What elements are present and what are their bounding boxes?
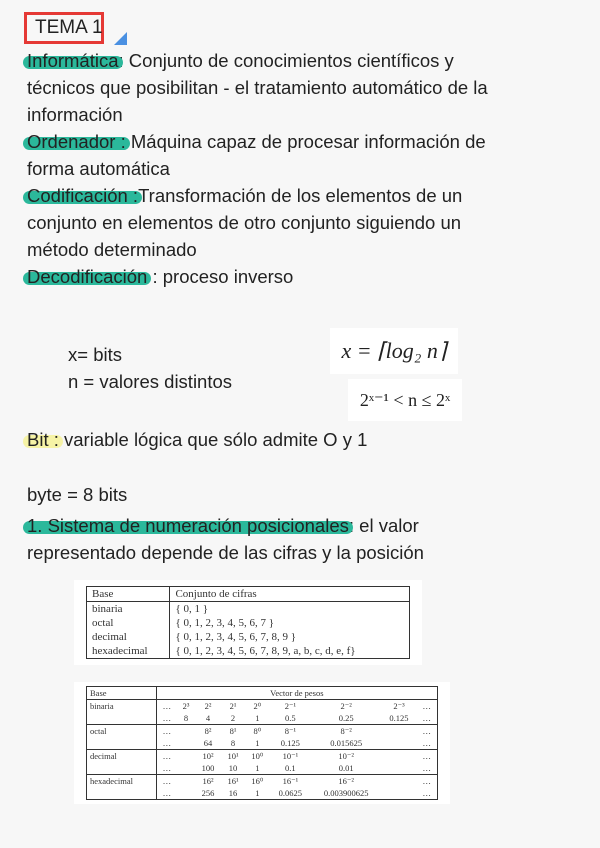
table-row [87, 700, 438, 713]
table-cell: … [422, 726, 431, 736]
table-cell: { 0, 1, 2, 3, 4, 5, 6, 7, 8, 9, a, b, c, d, e, f} [175, 645, 356, 657]
table-cell: … [422, 788, 431, 798]
table-cell [177, 737, 195, 750]
table-cell: 0.5 [270, 712, 311, 725]
table-cell: 8 [177, 712, 195, 725]
table-cell [177, 787, 195, 800]
section-heading: 1. Sistema de numeración posicionales: el valor [27, 512, 419, 539]
table-row [87, 712, 438, 725]
digits-table [86, 586, 410, 659]
table-cell: 8² [204, 726, 212, 736]
table-cell: … [162, 776, 172, 786]
table-cell: hexadecimal [87, 775, 157, 788]
table-cell: 0.003900625 [323, 788, 369, 798]
table-cell: 16⁻¹ [282, 776, 299, 786]
table-cell: 0.25 [311, 712, 382, 725]
table-cell: 2³ [182, 701, 190, 711]
table-cell: 16⁰ [251, 776, 264, 786]
var-n: n = valores distintos [68, 371, 233, 392]
table-cell: 8¹ [229, 726, 237, 736]
formula-inequality: 2ˣ⁻¹ < n ≤ 2ˣ [348, 379, 462, 421]
table-cell: 0.0625 [278, 788, 303, 798]
table-cell: 16¹ [227, 776, 239, 786]
table-cell: 1 [245, 712, 270, 725]
table-cell: { 0, 1 } [175, 603, 209, 615]
table-cell: 8 [221, 737, 245, 750]
table-cell [381, 725, 416, 738]
table-row [87, 737, 438, 750]
table-row [87, 775, 438, 788]
table-row [87, 644, 410, 659]
def-decodificacion: Decodificación : proceso inverso [27, 263, 293, 290]
table-cell [381, 787, 416, 800]
table-header: Conjunto de cifras [170, 587, 410, 602]
table-row [87, 750, 438, 763]
table-cell: … [162, 751, 172, 761]
table-cell: 1 [245, 762, 270, 775]
table-cell: binaria [87, 602, 170, 617]
table-cell: 10 [221, 762, 245, 775]
table-cell [177, 750, 195, 763]
table-cell: 0.01 [311, 762, 382, 775]
table-cell: 10⁻² [338, 751, 354, 761]
table-cell: 10¹ [227, 751, 239, 761]
table-cell: octal [87, 616, 170, 630]
table-cell: 1 [245, 737, 270, 750]
table-cell [87, 787, 157, 800]
table-cell: … [417, 762, 438, 775]
table-cell: { 0, 1, 2, 3, 4, 5, 6, 7 } [175, 617, 275, 629]
text-line: técnicos que posibilitan - el tratamiento automático de la [27, 77, 488, 98]
text-line: representado depende de las cifras y la posición [27, 542, 424, 563]
table-cell [87, 762, 157, 775]
def-informatica: Informática: Conjunto de conocimientos científicos y [27, 47, 454, 74]
table-cell [177, 762, 195, 775]
table-cell: decimal [87, 750, 157, 763]
table-row [87, 602, 410, 617]
table-header-row [87, 587, 410, 602]
table-cell: … [417, 737, 438, 750]
table-cell: 16 [228, 788, 238, 798]
table1-image [74, 580, 422, 665]
table-cell: … [422, 776, 431, 786]
table-cell: hexadecimal [87, 644, 170, 659]
table-cell: 2¹ [229, 701, 237, 711]
table-cell: 16² [202, 776, 214, 786]
table-cell: 4 [195, 712, 221, 725]
byte-line: byte = 8 bits [27, 484, 128, 505]
table-cell: binaria [87, 700, 157, 713]
table-cell: 0.015625 [311, 737, 382, 750]
table-cell: 0.125 [270, 737, 311, 750]
table2-image [74, 682, 450, 804]
table-cell [381, 737, 416, 750]
table-cell: 2⁰ [253, 701, 262, 711]
table-cell [177, 725, 195, 738]
def-codificacion: Codificación :Transformación de los elementos de un [27, 182, 462, 209]
table-cell [381, 762, 416, 775]
table-cell: 2 [221, 712, 245, 725]
table-cell: decimal [87, 630, 170, 644]
table-cell: 0.125 [381, 712, 416, 725]
table-cell: 16⁻² [338, 776, 354, 786]
table-cell: 8⁻² [340, 726, 352, 736]
table-cell: … [162, 788, 172, 798]
table-cell [177, 775, 195, 788]
table-cell: … [156, 712, 177, 725]
table-cell: … [162, 701, 172, 711]
table-cell: … [162, 726, 172, 736]
table-cell: 100 [195, 762, 221, 775]
resize-handle-icon[interactable] [114, 32, 127, 45]
table-cell: 1 [255, 788, 260, 798]
table-cell: … [422, 701, 431, 711]
table-cell [87, 737, 157, 750]
table-header: Vector de pesos [156, 687, 437, 700]
table-cell: 2² [204, 701, 212, 711]
table-cell [381, 750, 416, 763]
table-row [87, 725, 438, 738]
text-line: método determinado [27, 239, 197, 260]
text-line: forma automática [27, 158, 170, 179]
table-cell: … [417, 712, 438, 725]
table-row [87, 630, 410, 644]
table-row [87, 616, 410, 630]
table-cell: 8⁰ [253, 726, 262, 736]
table-cell: 10⁰ [251, 751, 264, 761]
table-cell: … [156, 762, 177, 775]
table-header: Base [87, 587, 170, 602]
def-ordenador: Ordenador : Máquina capaz de procesar información de [27, 128, 486, 155]
table-cell [87, 712, 157, 725]
table-cell: 10² [202, 751, 214, 761]
table-header: Base [87, 687, 157, 700]
table-cell: … [156, 737, 177, 750]
table-cell [381, 775, 416, 788]
table-cell: 0.1 [270, 762, 311, 775]
var-x: x= bits [68, 344, 122, 365]
note-title: TEMA 1 [24, 12, 104, 44]
text-line: información [27, 104, 123, 125]
weights-table [86, 686, 438, 800]
table-cell: octal [87, 725, 157, 738]
table-cell: 8⁻¹ [284, 726, 296, 736]
table-cell: 256 [201, 788, 215, 798]
table-row [87, 787, 438, 800]
table-cell: … [422, 751, 431, 761]
table-cell: { 0, 1, 2, 3, 4, 5, 6, 7, 8, 9 } [175, 631, 297, 643]
table-cell: 10⁻¹ [282, 751, 299, 761]
table-header-row [87, 687, 438, 700]
table-cell: 2⁻¹ [284, 701, 296, 711]
text-line: conjunto en elementos de otro conjunto siguiendo un [27, 212, 462, 233]
def-bit: Bit : variable lógica que sólo admite O y 1 [27, 426, 367, 453]
formula-ceil-log: x = ⌈log₂ n⌉ [330, 328, 458, 374]
table-cell: 2⁻² [340, 701, 352, 711]
table-cell: 2⁻³ [393, 701, 405, 711]
table-cell: 64 [195, 737, 221, 750]
table-row [87, 762, 438, 775]
